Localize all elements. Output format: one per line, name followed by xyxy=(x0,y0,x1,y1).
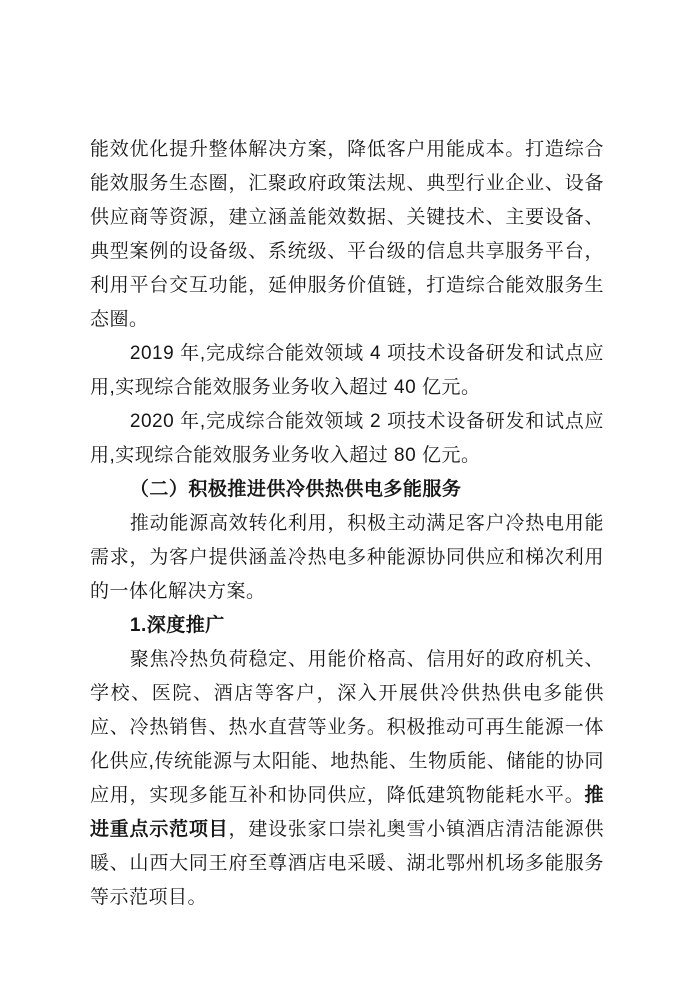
text-run: 2019 年,完成综合能效领域 4 项技术设备研发和试点应用,实现综合能效服务业务收入超过 40 亿元。 xyxy=(90,343,604,398)
paragraph-multi-energy-intro xyxy=(90,507,604,609)
bold-text-run: （二）积极推进供冷供热供电多能服务 xyxy=(129,479,462,500)
bold-text-run: 推进重点示范项目 xyxy=(90,785,604,840)
section-heading-2 xyxy=(90,473,604,507)
text-run: ，建设张家口崇礼奥雪小镇酒店清洁能源供暖、山西大同王府至尊酒店电采暖、湖北鄂州机场多能服务等示范项目。 xyxy=(90,819,604,908)
text-run: 聚焦冷热负荷稳定、用能价格高、信用好的政府机关、学校、医院、酒店等客户，深入开展供冷供热供电多能供应、冷热销售、热水直营等业务。积极推动可再生能源一体化供应,传统能源与太阳能、地热能、生物质能、储能的协同应用，实现多能互补和协同供应，降低建筑物能耗水平。 xyxy=(90,649,604,806)
text-run: 能效优化提升整体解决方案，降低客户用能成本。打造综合能效服务生态圈，汇聚政府政策法规、典型行业企业、设备供应商等资源，建立涵盖能效数据、关键技术、主要设备、典型案例的设备级、系统级、平台级的信息共享服务平台，利用平台交互功能，延伸服务价值链，打造综合能效服务生态圈。 xyxy=(90,139,604,330)
document-body xyxy=(90,133,604,915)
paragraph-deep-promotion xyxy=(90,643,604,915)
paragraph-2020-target xyxy=(90,405,604,473)
paragraph-2019-target xyxy=(90,337,604,405)
bold-text-run: 1.深度推广 xyxy=(129,615,225,636)
paragraph-energy-efficiency-solution xyxy=(90,133,604,337)
subsection-heading-1 xyxy=(90,609,604,643)
text-run: 推动能源高效转化利用，积极主动满足客户冷热电用能需求，为客户提供涵盖冷热电多种能源协同供应和梯次利用的一体化解决方案。 xyxy=(90,513,604,602)
text-run: 2020 年,完成综合能效领域 2 项技术设备研发和试点应用,实现综合能效服务业务收入超过 80 亿元。 xyxy=(90,411,604,466)
